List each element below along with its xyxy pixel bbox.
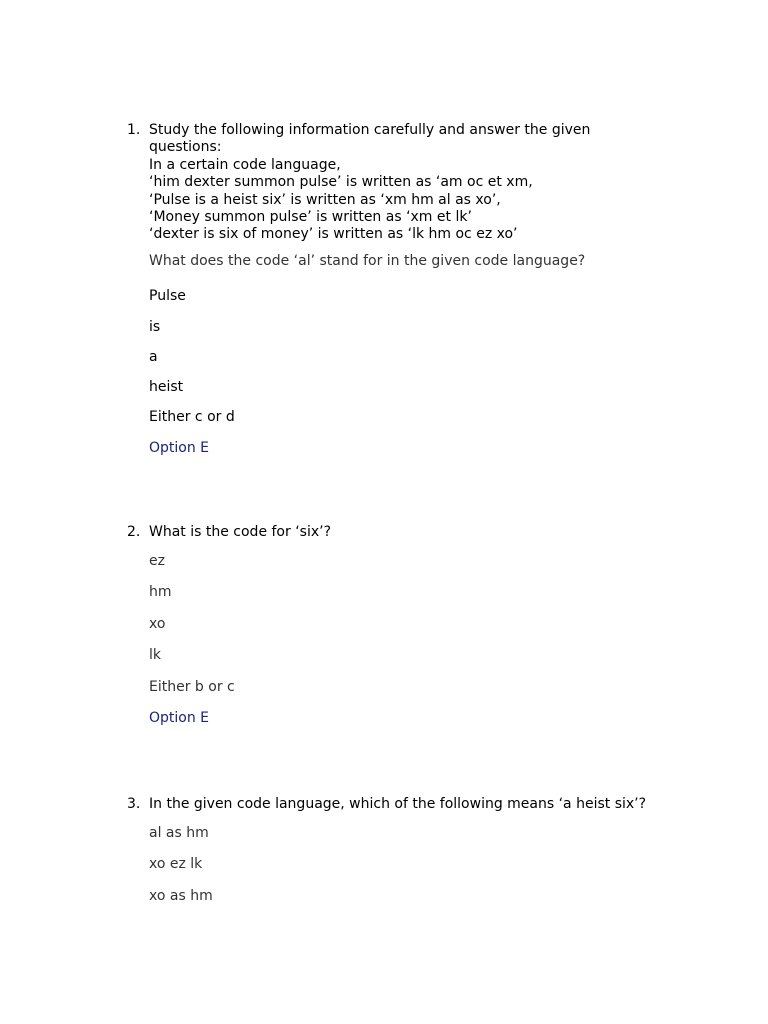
option-a[interactable]: ez [149,553,165,569]
option-e[interactable]: Option E [149,710,210,726]
question-line: ‘Pulse is a heist six’ is written as ‘xm hm al as xo’, [149,191,501,208]
question-number: 3. [127,796,141,812]
option-a[interactable]: Pulse [149,288,186,304]
question-line: In a certain code language, [149,156,341,173]
option-b[interactable]: hm [149,584,172,600]
question-2 [127,524,727,541]
question-line: Study the following information carefully and answer the given [149,122,591,138]
question-text [149,122,727,244]
option-c[interactable]: xo [149,616,166,632]
option-e-either[interactable]: Either b or c [149,679,235,695]
option-b[interactable]: xo ez lk [149,856,203,872]
question-line: In the given code language, which of the following means ‘a heist six’? [149,796,647,812]
sub-question: What does the code ‘al’ stand for in the given code language? [149,252,586,269]
option-d[interactable]: lk [149,647,161,663]
question-text [149,796,727,813]
question-number: 1. [127,122,141,138]
question-line: ‘him dexter summon pulse’ is written as ‘am oc et xm, [149,174,533,191]
question-1 [127,122,727,270]
option-e[interactable]: Option E [149,440,210,456]
question-text [149,524,727,541]
question-line: questions: [149,139,222,156]
question-3 [127,796,727,813]
option-c[interactable]: a [149,349,158,365]
option-a[interactable]: al as hm [149,825,209,841]
question-line: ‘dexter is six of money’ is written as ‘lk hm oc ez xo’ [149,226,518,243]
option-b[interactable]: is [149,319,161,335]
question-line: What is the code for ‘six’? [149,524,332,540]
option-d[interactable]: heist [149,379,184,395]
question-line: ‘Money summon pulse’ is written as ‘xm et lk’ [149,209,472,226]
option-c[interactable]: xo as hm [149,888,213,904]
option-e-either[interactable]: Either c or d [149,409,235,425]
question-number: 2. [127,524,141,540]
